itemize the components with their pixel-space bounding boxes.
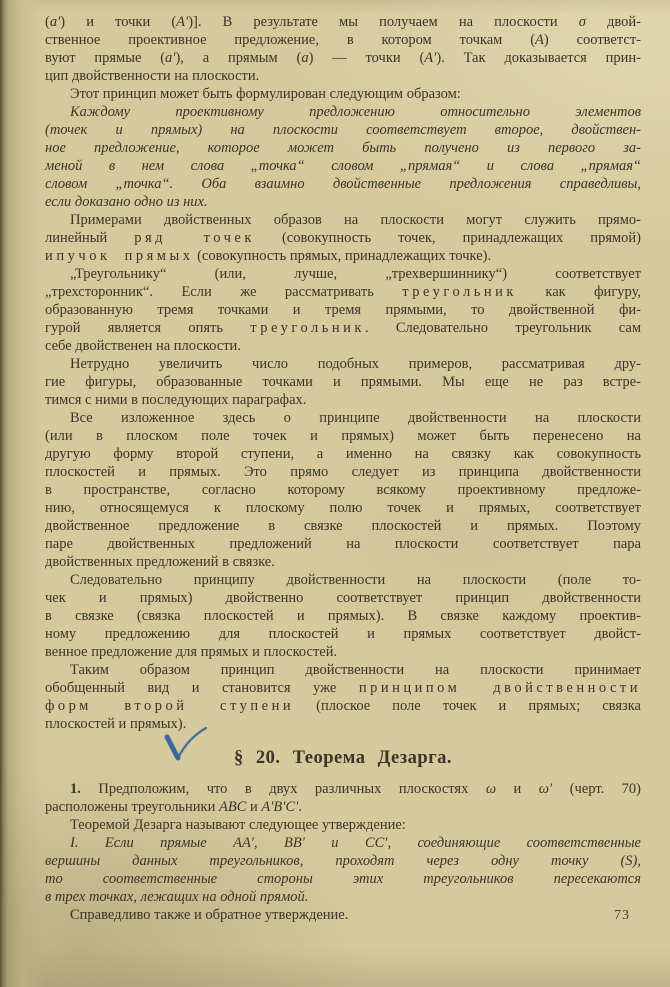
text-line: ственное проективное предложение, в котором точкам (A) соответст-: [45, 32, 641, 48]
text-line: I. Если прямые AA′, BB′ и CC′, соединяющие соответственные: [70, 835, 641, 851]
text-line: форм второй ступени (плоское поле точек и прямых; связка: [45, 698, 641, 714]
paragraph: [45, 85, 641, 103]
paragraph: [45, 409, 641, 571]
text-line: двойственное предложение в связке плоскостей и прямых. Поэтому: [45, 518, 641, 534]
text-line: гие фигуры, образованные точками и прямыми. Мы еще не раз встре-: [45, 374, 641, 390]
text-line: себе двойственен на плоскости.: [45, 338, 241, 354]
text-line: двойственных предложений в связке.: [45, 554, 275, 570]
paragraph: [45, 211, 641, 265]
text-line: Каждому проективному предложению относительно элементов: [70, 104, 641, 120]
text-line: образованную тремя точками и тремя прямыми, то двойственной фи-: [45, 302, 641, 318]
text-line: венное предложение для прямых и плоскостей.: [45, 644, 338, 660]
text-line: Таким образом принцип двойственности на плоскости принимает: [70, 662, 641, 678]
text-line: словом „точка“. Оба взаимно двойственные предложения справедливы,: [45, 176, 641, 192]
text-line: ному предложению для плоскостей и прямых соответствует двойст-: [45, 626, 641, 642]
text-line: вуют прямые (a′), а прямым (a) — точки (A′). Так доказывается прин-: [45, 50, 641, 66]
text-line: (или в плоском поле точек и прямых) может быть перенесено на: [45, 428, 641, 444]
text-line: Примерами двойственных образов на плоскости могут служить прямо-: [70, 212, 641, 228]
text-line: Теоремой Дезарга называют следующее утверждение:: [70, 817, 406, 833]
text-line: плоскостей и прямых).: [45, 716, 187, 732]
section-heading: [45, 745, 641, 771]
text-line: плоскостей и прямых. Это прямо следует из принципа двойственности: [45, 464, 641, 480]
text-line: „трехсторонник“. Если же рассматривать треугольник как фигуру,: [45, 284, 641, 300]
paragraph: [45, 834, 641, 906]
text-line: нию, относящемуся к плоскому полю точек и прямых, соответствует: [45, 500, 641, 516]
paragraph: [45, 661, 641, 733]
text-line: если доказано одно из них.: [45, 194, 208, 210]
text-line: § 20. Теорема Дезарга.: [234, 748, 452, 768]
text-line: в пространстве, согласно которому всякому проективному предложе-: [45, 482, 641, 498]
text-line: чек и прямых) двойственно соответствует принцип двойственности: [45, 590, 641, 606]
paragraph: [45, 816, 641, 834]
text-line: тимся с ними в последующих параграфах.: [45, 392, 307, 408]
text-line: цип двойственности на плоскости.: [45, 68, 260, 84]
paragraph: [45, 571, 641, 661]
text-line: меной в нем слова „точка“ словом „прямая“ и слова „прямая“: [45, 158, 641, 174]
text-line: линейный ряд точек (совокупность точек, принадлежащих прямой): [45, 230, 642, 246]
text-line: в трех точках, лежащих на одной прямой.: [45, 889, 309, 905]
text-line: в связке (связка плоскостей и прямых). В связке каждому проектив-: [45, 608, 641, 624]
text-line: Этот принцип может быть формулирован следующим образом:: [70, 86, 461, 102]
page-number: 73: [614, 908, 630, 923]
text-line: обобщенный вид и становится уже принципом двойственности: [45, 680, 641, 696]
text-line: Нетрудно увеличить число подобных примеров, рассматривая дру-: [70, 356, 641, 372]
paragraph: [45, 13, 641, 85]
text-line: вершины данных треугольников, проходят через одну точку (S),: [45, 853, 641, 869]
paragraph: [45, 780, 641, 816]
paragraph: [45, 265, 641, 355]
text-line: 1. Предположим, что в двух различных плоскостях ω и ω′ (черт. 70): [70, 781, 642, 797]
text-line: „Треугольнику“ (или, лучше, „трехвершиннику“) соответствует: [70, 266, 641, 282]
text-line: (a′) и точки (A′)]. В результате мы получаем на плоскости σ двой-: [45, 14, 642, 30]
text-line: ное предложение, которое может быть получено из первого за-: [45, 140, 641, 156]
text-line: Следовательно принципу двойственности на плоскости (поле то-: [70, 572, 641, 588]
text-line: и пучок прямых (совокупность прямых, принадлежащих точке).: [45, 248, 492, 264]
text-line: Все изложенное здесь о принципе двойственности на плоскости: [70, 410, 641, 426]
text-line: паре двойственных предложений на плоскости соответствует пара: [45, 536, 641, 552]
text-line: Справедливо также и обратное утверждение.: [70, 907, 349, 923]
paragraph: [45, 103, 641, 211]
text-line: расположены треугольники ABC и A′B′C′.: [45, 799, 302, 815]
paragraph: [45, 906, 641, 924]
paragraph: [45, 355, 641, 409]
text-line: другую форму второй ступени, а именно на связку как совокупность: [45, 446, 641, 462]
text-line: гурой является опять треугольник. Следовательно треугольник сам: [45, 320, 641, 336]
text-block: [45, 13, 641, 924]
text-line: то соответственные стороны этих треугольников пересекаются: [45, 871, 641, 887]
text-line: (точек и прямых) на плоскости соответствует второе, двойствен-: [45, 122, 641, 138]
